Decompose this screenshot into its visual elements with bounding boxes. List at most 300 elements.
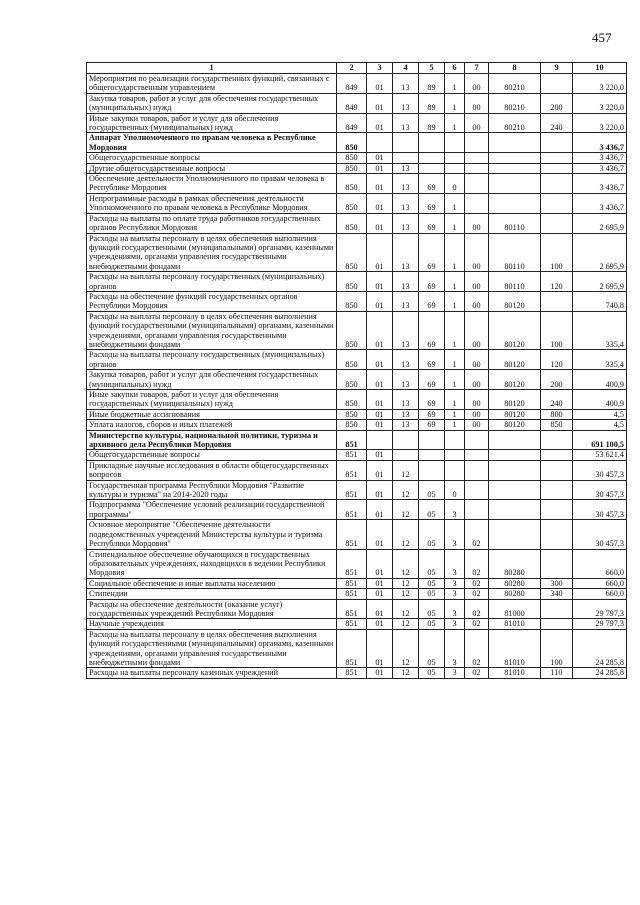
row-value-cell: 01 [367,500,393,520]
row-value-cell: 851 [337,589,367,599]
row-value-cell: 3 220,0 [573,113,627,133]
row-value-cell: 80120 [489,370,541,390]
row-value-cell [541,520,573,549]
row-value-cell: 2 695,9 [573,213,627,233]
table-row [87,350,627,370]
row-value-cell: 12 [393,668,419,678]
row-value-cell: 851 [337,549,367,578]
row-value-cell: 3 436,7 [573,193,627,213]
row-value-cell [541,500,573,520]
row-value-cell: 1 [445,213,465,233]
row-value-cell [465,153,489,163]
row-name-cell: Обеспечение деятельности Уполномоченного по правам человека в Республике Мордовия [87,174,337,194]
row-value-cell: 01 [367,291,393,311]
row-value-cell: 01 [367,193,393,213]
row-value-cell: 1 [445,370,465,390]
row-value-cell: 80120 [489,311,541,350]
table-body [87,74,627,679]
row-name-cell: Непрограммные расходы в рамках обеспечения деятельности Уполномоченного по правам человека в Республике Мордовия [87,193,337,213]
row-value-cell: 69 [419,409,445,419]
row-value-cell: 05 [419,480,445,500]
row-value-cell: 850 [337,193,367,213]
row-value-cell: 69 [419,272,445,292]
row-value-cell: 69 [419,311,445,350]
row-name-cell: Мероприятия по реализации государственных функций, связанных с общегосударственным управлением [87,74,337,94]
row-value-cell: 13 [393,74,419,94]
row-value-cell: 81010 [489,619,541,629]
row-value-cell: 00 [465,74,489,94]
row-value-cell [541,549,573,578]
row-value-cell: 3 436,7 [573,133,627,153]
row-name-cell: Закупка товаров, работ и услуг для обеспечения государственных (муниципальных) нужд [87,93,337,113]
row-value-cell: 30 457,3 [573,520,627,549]
row-value-cell: 13 [393,93,419,113]
table-row [87,409,627,419]
col-header: 2 [337,63,367,74]
table-row [87,133,627,153]
row-value-cell: 01 [367,153,393,163]
row-value-cell: 05 [419,589,445,599]
row-value-cell: 89 [419,113,445,133]
row-value-cell: 80120 [489,390,541,410]
row-value-cell: 300 [541,578,573,588]
row-value-cell: 00 [465,350,489,370]
row-value-cell: 849 [337,74,367,94]
row-name-cell: Стипендиальное обеспечение обучающихся в государственных образовательных учреждениях, находящихся в ведении Республики Мордовия [87,549,337,578]
table-row [87,370,627,390]
row-value-cell: 01 [367,311,393,350]
table-row [87,174,627,194]
row-value-cell: 851 [337,430,367,450]
table-row [87,390,627,410]
row-value-cell: 02 [465,599,489,619]
row-name-cell: Общегосударственные вопросы [87,450,337,460]
row-value-cell: 3 436,7 [573,163,627,173]
row-value-cell [465,174,489,194]
row-value-cell: 01 [367,370,393,390]
row-value-cell: 80210 [489,113,541,133]
row-value-cell [489,430,541,450]
row-value-cell: 01 [367,520,393,549]
row-name-cell: Закупка товаров, работ и услуг для обеспечения государственных (муниципальных) нужд [87,370,337,390]
row-value-cell: 120 [541,350,573,370]
row-value-cell: 29 797,3 [573,619,627,629]
row-value-cell: 850 [337,163,367,173]
row-value-cell: 12 [393,460,419,480]
col-header: 10 [573,63,627,74]
row-name-cell: Основное мероприятие "Обеспечение деятельности подведомственных учреждений Министерства культуры и туризма Республики Мордовия" [87,520,337,549]
row-value-cell: 01 [367,629,393,668]
row-value-cell: 850 [337,370,367,390]
table-row [87,430,627,450]
row-value-cell: 740,8 [573,291,627,311]
row-value-cell [393,430,419,450]
row-value-cell [465,480,489,500]
page-number: 457 [592,30,612,45]
row-value-cell [393,450,419,460]
row-value-cell [541,599,573,619]
table-row [87,193,627,213]
row-value-cell: 3 [445,500,465,520]
row-value-cell: 02 [465,619,489,629]
row-value-cell: 01 [367,420,393,430]
row-value-cell [419,153,445,163]
row-name-cell: Расходы на выплаты персоналу в целях обеспечения выполнения функций государственными (муниципальными) органами, казенными учреждениями, органами управления государственными внебюджетными фондами [87,311,337,350]
table-row [87,589,627,599]
row-value-cell: 02 [465,629,489,668]
row-value-cell: 851 [337,629,367,668]
row-value-cell: 05 [419,578,445,588]
row-value-cell: 01 [367,272,393,292]
row-value-cell: 80120 [489,350,541,370]
col-header: 8 [489,63,541,74]
row-value-cell [445,450,465,460]
row-value-cell: 12 [393,629,419,668]
row-value-cell: 13 [393,113,419,133]
row-name-cell: Иные бюджетные ассигнования [87,409,337,419]
row-value-cell: 05 [419,629,445,668]
row-value-cell: 01 [367,74,393,94]
row-value-cell [489,450,541,460]
row-value-cell: 00 [465,370,489,390]
row-name-cell: Другие общегосударственные вопросы [87,163,337,173]
row-value-cell: 2 695,9 [573,272,627,292]
row-value-cell: 3 [445,619,465,629]
row-value-cell: 851 [337,520,367,549]
row-value-cell [541,460,573,480]
table-row [87,163,627,173]
row-value-cell: 80120 [489,420,541,430]
table-row [87,549,627,578]
row-value-cell: 01 [367,113,393,133]
row-value-cell: 800 [541,409,573,419]
row-value-cell: 69 [419,350,445,370]
row-value-cell: 01 [367,93,393,113]
row-value-cell: 05 [419,520,445,549]
table-row [87,619,627,629]
row-value-cell: 02 [465,520,489,549]
row-value-cell [445,133,465,153]
row-value-cell [541,619,573,629]
row-value-cell: 1 [445,409,465,419]
row-value-cell: 00 [465,409,489,419]
row-value-cell: 02 [465,549,489,578]
row-value-cell: 850 [337,213,367,233]
table-row [87,93,627,113]
row-value-cell: 80110 [489,272,541,292]
table-row [87,213,627,233]
row-value-cell [465,500,489,520]
row-value-cell: 13 [393,291,419,311]
row-name-cell: Стипендии [87,589,337,599]
row-value-cell: 89 [419,74,445,94]
table-row [87,450,627,460]
row-value-cell: 3 [445,549,465,578]
row-value-cell: 13 [393,350,419,370]
row-value-cell: 3 436,7 [573,153,627,163]
row-name-cell: Государственная программа Республики Мордовия "Развитие культуры и туризма" на 2014-2020 годы [87,480,337,500]
col-header: 5 [419,63,445,74]
row-value-cell: 01 [367,549,393,578]
row-value-cell: 13 [393,272,419,292]
row-value-cell: 30 457,3 [573,460,627,480]
row-value-cell [419,430,445,450]
row-value-cell [541,174,573,194]
table-row [87,420,627,430]
row-value-cell: 80110 [489,233,541,272]
row-value-cell: 29 797,3 [573,599,627,619]
row-value-cell: 3 [445,668,465,678]
row-value-cell: 240 [541,113,573,133]
table-row [87,233,627,272]
row-value-cell [465,193,489,213]
row-value-cell [465,450,489,460]
row-value-cell: 110 [541,668,573,678]
row-value-cell: 00 [465,390,489,410]
row-name-cell: Уплата налогов, сборов и иных платежей [87,420,337,430]
row-value-cell [489,193,541,213]
row-value-cell: 01 [367,233,393,272]
row-value-cell: 851 [337,668,367,678]
row-name-cell: Министерство культуры, национальной политики, туризма и архивного дела Республики Мордовия [87,430,337,450]
row-value-cell: 13 [393,420,419,430]
row-value-cell [541,163,573,173]
row-value-cell: 69 [419,390,445,410]
table-row [87,153,627,163]
row-value-cell [541,213,573,233]
row-name-cell: Расходы на обеспечение деятельности (оказание услуг) государственных учреждений Республики Мордовия [87,599,337,619]
table-row [87,668,627,678]
row-value-cell: 850 [337,133,367,153]
row-value-cell [419,460,445,480]
row-value-cell: 69 [419,193,445,213]
row-value-cell: 01 [367,619,393,629]
table-row [87,113,627,133]
row-value-cell: 53 621,4 [573,450,627,460]
row-value-cell: 849 [337,93,367,113]
row-value-cell [419,133,445,153]
row-value-cell: 3 [445,589,465,599]
row-value-cell: 00 [465,233,489,272]
row-value-cell: 3 [445,629,465,668]
row-value-cell: 01 [367,174,393,194]
row-value-cell [541,74,573,94]
row-value-cell: 01 [367,599,393,619]
col-header: 7 [465,63,489,74]
row-value-cell: 69 [419,420,445,430]
row-name-cell: Иные закупки товаров, работ и услуг для обеспечения государственных (муниципальных) нужд [87,113,337,133]
row-value-cell: 200 [541,370,573,390]
row-value-cell: 12 [393,549,419,578]
row-value-cell: 3 220,0 [573,74,627,94]
row-value-cell: 0 [445,174,465,194]
row-value-cell: 30 457,3 [573,500,627,520]
row-name-cell: Расходы на выплаты персоналу государственных (муниципальных) органов [87,272,337,292]
row-name-cell: Научные учреждения [87,619,337,629]
row-value-cell: 80120 [489,409,541,419]
table-row [87,599,627,619]
row-value-cell: 69 [419,291,445,311]
row-value-cell: 00 [465,291,489,311]
table-row [87,578,627,588]
row-value-cell [489,460,541,480]
row-value-cell [541,133,573,153]
row-value-cell: 1 [445,93,465,113]
row-value-cell [489,520,541,549]
row-value-cell: 1 [445,311,465,350]
row-value-cell [393,133,419,153]
table-row [87,291,627,311]
row-value-cell: 01 [367,409,393,419]
table-row [87,74,627,94]
row-value-cell: 3 [445,578,465,588]
row-value-cell [541,193,573,213]
row-value-cell: 100 [541,233,573,272]
row-value-cell: 69 [419,233,445,272]
row-value-cell: 1 [445,291,465,311]
row-value-cell: 80280 [489,549,541,578]
row-name-cell: Расходы на выплаты персоналу в целях обеспечения выполнения функций государственными (муниципальными) органами, казенными учреждениями, органами управления государственными внебюджетными фондами [87,233,337,272]
row-value-cell: 02 [465,668,489,678]
row-value-cell: 3 [445,599,465,619]
row-value-cell: 120 [541,272,573,292]
row-name-cell: Прикладные научные исследования в области общегосударственных вопросов [87,460,337,480]
row-value-cell [489,500,541,520]
row-value-cell: 12 [393,480,419,500]
row-value-cell [489,133,541,153]
row-value-cell [541,153,573,163]
row-value-cell: 850 [337,409,367,419]
row-value-cell: 200 [541,93,573,113]
row-value-cell: 12 [393,520,419,549]
row-value-cell [465,430,489,450]
row-name-cell: Расходы на выплаты персоналу государственных (муниципальных) органов [87,350,337,370]
row-value-cell [465,460,489,480]
row-value-cell: 00 [465,113,489,133]
table-row [87,480,627,500]
row-value-cell: 02 [465,578,489,588]
row-name-cell: Социальное обеспечение и иные выплаты населению [87,578,337,588]
row-value-cell: 851 [337,480,367,500]
row-value-cell: 69 [419,370,445,390]
row-value-cell: 13 [393,174,419,194]
row-value-cell: 02 [465,589,489,599]
row-value-cell: 80120 [489,291,541,311]
row-value-cell: 100 [541,629,573,668]
row-value-cell [445,153,465,163]
row-value-cell [541,450,573,460]
row-value-cell: 850 [337,291,367,311]
row-value-cell: 13 [393,311,419,350]
row-value-cell: 400,9 [573,370,627,390]
row-value-cell: 1 [445,350,465,370]
row-value-cell: 850 [337,233,367,272]
row-value-cell: 01 [367,213,393,233]
row-value-cell: 850 [337,153,367,163]
table-row [87,272,627,292]
row-value-cell: 13 [393,233,419,272]
row-value-cell: 01 [367,460,393,480]
row-value-cell: 00 [465,213,489,233]
row-value-cell: 05 [419,599,445,619]
row-value-cell: 1 [445,390,465,410]
row-value-cell: 05 [419,668,445,678]
row-value-cell: 4,5 [573,409,627,419]
row-value-cell: 01 [367,390,393,410]
row-value-cell: 335,4 [573,350,627,370]
row-value-cell: 1 [445,193,465,213]
row-value-cell: 849 [337,113,367,133]
row-value-cell [367,430,393,450]
row-value-cell: 81010 [489,668,541,678]
row-value-cell: 24 285,8 [573,629,627,668]
row-value-cell: 81010 [489,629,541,668]
row-value-cell: 01 [367,350,393,370]
row-value-cell: 13 [393,390,419,410]
row-value-cell: 01 [367,668,393,678]
row-value-cell [541,480,573,500]
row-value-cell: 12 [393,578,419,588]
row-name-cell: Расходы на выплаты персоналу казенных учреждений [87,668,337,678]
row-value-cell: 851 [337,500,367,520]
col-header: 6 [445,63,465,74]
row-value-cell: 850 [337,420,367,430]
row-value-cell: 660,0 [573,589,627,599]
row-value-cell: 24 285,8 [573,668,627,678]
row-value-cell: 00 [465,420,489,430]
row-value-cell: 0 [445,480,465,500]
row-value-cell [541,430,573,450]
row-value-cell: 2 695,9 [573,233,627,272]
row-value-cell [445,163,465,173]
table-row [87,311,627,350]
row-value-cell: 660,0 [573,578,627,588]
row-value-cell: 850 [337,350,367,370]
row-value-cell: 81000 [489,599,541,619]
row-value-cell: 851 [337,619,367,629]
table-row [87,629,627,668]
row-value-cell [419,163,445,173]
row-value-cell: 13 [393,193,419,213]
row-value-cell: 80210 [489,93,541,113]
row-value-cell: 00 [465,272,489,292]
row-value-cell: 89 [419,93,445,113]
row-value-cell: 850 [337,272,367,292]
row-value-cell: 850 [337,390,367,410]
row-value-cell: 01 [367,480,393,500]
row-value-cell: 05 [419,619,445,629]
row-value-cell: 80210 [489,74,541,94]
row-value-cell: 3 436,7 [573,174,627,194]
row-value-cell [465,133,489,153]
row-value-cell: 30 457,3 [573,480,627,500]
row-value-cell: 12 [393,589,419,599]
row-value-cell [489,174,541,194]
row-value-cell: 13 [393,213,419,233]
row-value-cell: 100 [541,311,573,350]
col-header: 3 [367,63,393,74]
row-value-cell [489,480,541,500]
row-value-cell: 3 220,0 [573,93,627,113]
row-value-cell [489,163,541,173]
row-value-cell: 00 [465,311,489,350]
row-value-cell: 13 [393,370,419,390]
col-header: 4 [393,63,419,74]
row-value-cell: 851 [337,460,367,480]
row-name-cell: Расходы на выплаты по оплате труда работников государственных органов Республики Мордовия [87,213,337,233]
row-value-cell [445,460,465,480]
row-value-cell: 340 [541,589,573,599]
